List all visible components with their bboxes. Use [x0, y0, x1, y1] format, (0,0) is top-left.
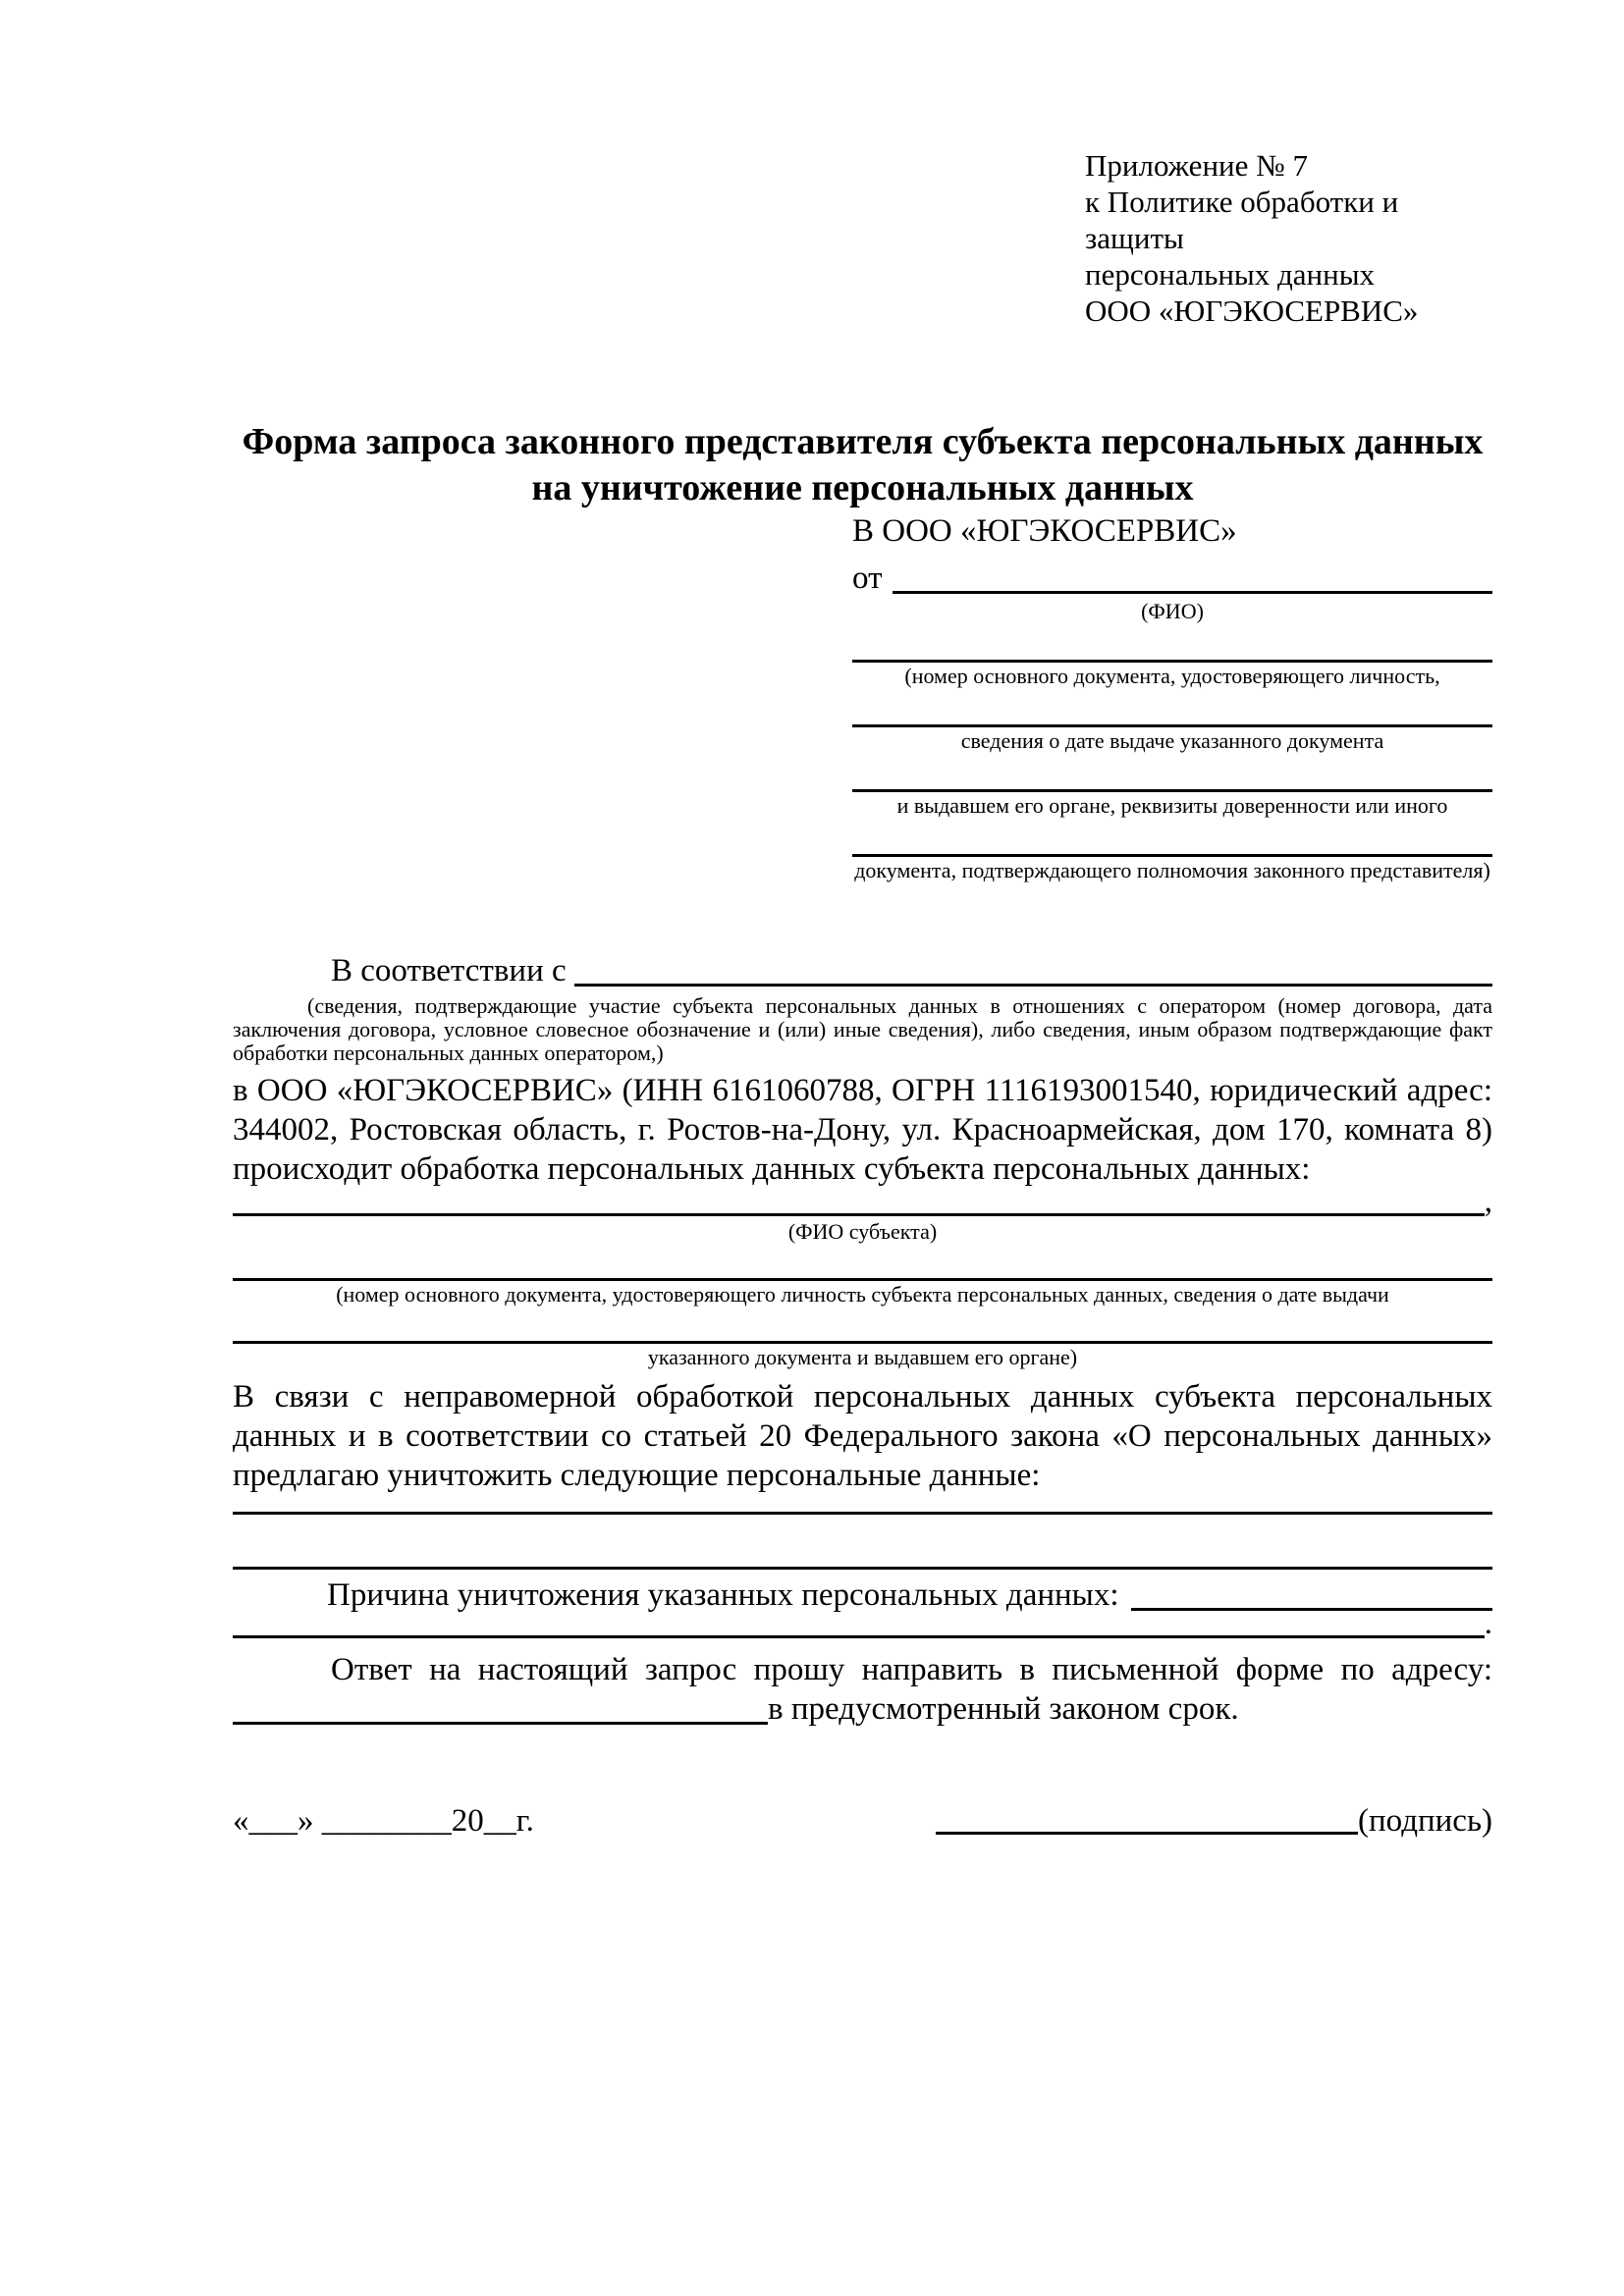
- signature-row: [233, 1799, 1492, 1842]
- appendix-number-line: Приложение № 7: [1085, 148, 1308, 183]
- representative-doc-caption-4: документа, подтверждающего полномочия законного представителя): [854, 858, 1490, 882]
- subject-fio-line: [233, 1213, 1485, 1216]
- representative-doc-line-4: [852, 818, 1492, 857]
- reply-address-line: [233, 1722, 768, 1725]
- reason-label: Причина уничтожения указанных персональных данных:: [327, 1577, 1119, 1613]
- signature-block: [936, 1799, 1492, 1842]
- date-blank: «___» ________20__г.: [233, 1803, 534, 1839]
- signature-line: [936, 1832, 1358, 1835]
- signature-caption: (подпись): [1358, 1803, 1492, 1839]
- operator-paragraph: в ООО «ЮГЭКОСЕРВИС» (ИНН 6161060788, ОГРН 1116193001540, юридический адрес: 344002, Ростовская область, г. Ростов-на-Дону, ул. Красноармейская, дом 170, комната 8) происходит обработка персональных данных субъекта персональных данных:: [233, 1073, 1492, 1187]
- representative-doc-caption-2: сведения о дате выдаче указанного документа: [960, 728, 1384, 753]
- from-fill-line: [893, 591, 1493, 594]
- subject-doc-caption-1: (номер основного документа, удостоверяющего личность субъекта персональных данных, сведения о дате выдачи: [336, 1282, 1389, 1307]
- accordance-note: (сведения, подтверждающие участие субъекта персональных данных в отношениях с оператором (номер договора, дата заключения договора, условное словесное обозначение и (или) иные сведения), либо сведения, иным образом подтверждающие факт обработки персональных данных оператором,): [233, 993, 1492, 1065]
- reason-row: [233, 1572, 1492, 1615]
- policy-line-2: персональных данных: [1085, 257, 1376, 292]
- reply-request-line: Ответ на настоящий запрос прошу направить в письменной форме по адресу:: [331, 1652, 1492, 1687]
- appendix-header: [1085, 147, 1492, 329]
- representative-doc-line-2: [852, 688, 1492, 727]
- form-title-line-1: Форма запроса законного представителя субъекта персональных данных: [242, 421, 1484, 462]
- accordance-label: В соответствии с: [331, 953, 574, 988]
- reason-continuation-line: [233, 1635, 1485, 1638]
- period-mark: .: [1484, 1606, 1492, 1641]
- unlawful-processing-paragraph: В связи с неправомерной обработкой персональных данных субъекта персональных данных и в соответствии со статьей 20 Федерального закона «О персональных данных» предлагаю уничтожить следующие персональные данные:: [233, 1379, 1492, 1493]
- subject-doc-caption-2: указанного документа и выдавшем его органе): [647, 1345, 1078, 1369]
- data-to-destroy-line-1: [233, 1495, 1492, 1515]
- reply-address-row: [233, 1689, 1492, 1729]
- representative-doc-caption-3: и выдавшем его органе, реквизиты доверенности или иного: [896, 793, 1448, 818]
- form-title: [233, 419, 1492, 511]
- representative-doc-line-3: [852, 753, 1492, 792]
- accordance-row: [233, 951, 1492, 990]
- reason-fill-line: [1131, 1608, 1492, 1611]
- addressee-block: [852, 511, 1492, 882]
- reply-tail-text: в предусмотренный законом срок.: [768, 1691, 1239, 1727]
- policy-line-1: к Политике обработки и защиты: [1085, 185, 1399, 255]
- data-to-destroy-line-2: [233, 1515, 1492, 1570]
- company-name-line: ООО «ЮГЭКОСЕРВИС»: [1085, 294, 1419, 328]
- subject-fio-caption: (ФИО субъекта): [787, 1219, 938, 1244]
- addressee-to: В ООО «ЮГЭКОСЕРВИС»: [852, 513, 1237, 549]
- form-title-line-2: на уничтожение персональных данных: [531, 467, 1194, 508]
- from-label: от: [852, 561, 883, 596]
- subject-doc-line-2: [233, 1307, 1492, 1344]
- from-row: [852, 559, 1492, 598]
- comma-mark: ,: [1484, 1184, 1492, 1219]
- representative-doc-line-1: [852, 623, 1492, 663]
- reason-continuation-row: [233, 1606, 1492, 1641]
- accordance-fill-line: [574, 984, 1492, 987]
- fio-caption: (ФИО): [1141, 599, 1204, 623]
- representative-doc-caption-1: (номер основного документа, удостоверяющего личность,: [904, 664, 1440, 688]
- subject-fio-row: [233, 1184, 1492, 1219]
- subject-doc-line-1: [233, 1244, 1492, 1281]
